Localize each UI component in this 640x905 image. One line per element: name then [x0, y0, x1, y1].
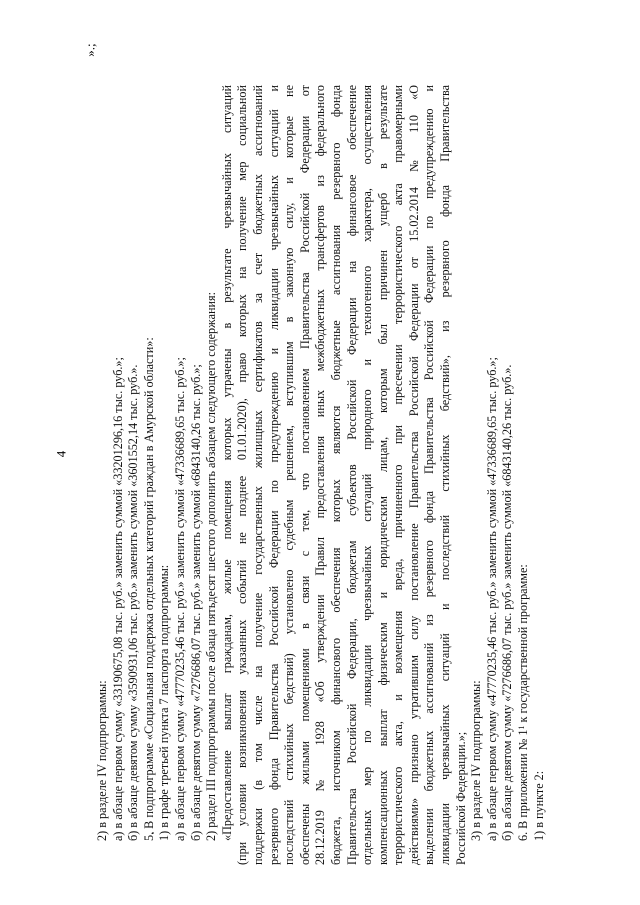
appendix-superscript: 1 — [517, 725, 527, 730]
text-line: отдельных мер по ликвидации чрезвычайных ситуаций природного и техногенного характера, осуществления — [360, 85, 375, 865]
text-line: б) в абзаце девятом сумму «7276686,07 тыс. руб.» заменить суммой «6843140,26 тыс. руб.»; — [188, 364, 203, 841]
text-line: ликвидации чрезвычайных ситуаций и последствий стихийных бедствий», из резервного фонда Правительства — [438, 85, 453, 865]
text-line: (при условии возникновения указанных событий не позднее 01.01.2020), право которых на получение мер социальной — [235, 85, 250, 865]
text-line: б) в абзаце девятом сумму «7276686,07 тыс. руб.» заменить суммой «6843140,26 тыс. руб.». — [500, 364, 515, 841]
text-line: выделении бюджетных ассигнований из резервного фонда Правительства Российской Федерации по предупреждению и — [422, 85, 437, 865]
text-line: а) в абзаце первом сумму «47770235,46 тыс. руб.» заменить суммой «47336689,65 тыс. руб.»; — [172, 357, 187, 841]
appendix-label: 6. В приложении № 1 — [516, 729, 531, 841]
text-line: террористического акта, и возмещения вреда, причиненного при пресечении террористического акта правомерными — [391, 85, 406, 865]
text-line: последствий стихийных бедствий) установлено судебным решением, вступившим в законную силу, и которые не — [282, 85, 297, 865]
text-line: б) в абзаце девятом сумму «3590931,06 тыс. руб.» заменить суммой «3601552,14 тыс. руб.». — [126, 364, 141, 841]
text-line: компенсационных выплат физическим и юридическим лицам, которым был причинен ущерб в результате — [375, 85, 390, 865]
page-number: 4 — [53, 450, 69, 458]
text-line: 1) в графе третьей пункта 7 паспорта подпрограммы: — [157, 564, 172, 841]
text-line: бюджета, источником финансового обеспечения которых являются бюджетные ассигнования резервного фонда — [328, 85, 343, 865]
rotated-text-block — [95, 85, 547, 865]
text-line: а) в абзаце первом сумму «33190675,08 тыс. руб.» заменить суммой «33201296,16 тыс. руб.»; — [110, 357, 125, 841]
text-line: «Предоставление выплат гражданам, жилые помещения которых утрачены в результате чрезвычайных ситуаций — [219, 85, 234, 841]
text-line-appendix — [516, 85, 532, 865]
text-line: а) в абзаце первом сумму «47770235,46 тыс. руб.» заменить суммой «47336689,65 тыс. руб.»; — [484, 357, 499, 841]
text-line: 2) в разделе IV подпрограммы: — [95, 680, 109, 841]
text-line: действиями» признано утратившим силу постановление Правительства Российской Федерации от 15.02.2014 № 110 «О — [406, 85, 421, 865]
text-line: 1) в пункте 2: — [531, 770, 546, 841]
text-line: Правительства Российской Федерации, бюджетам субъектов Российской Федерации на финансовое обеспечение — [344, 85, 359, 865]
text-line: 28.12.2019 № 1928 «Об утверждении Правил предоставления иных межбюджетных трансфертов из федерального — [313, 85, 328, 865]
closing-quote: ».; — [82, 43, 98, 57]
text-line: резервного фонда Правительства Российской Федерации по предупреждению и ликвидации чрезвычайных ситуаций и — [266, 85, 281, 865]
text-line: 2) раздел III подпрограммы после абзаца пятьдесят шестого дополнить абзацем следующего содержания: — [204, 291, 219, 841]
text-line: поддержки (в том числе на получение государственных жилищных сертификатов за счет бюджетных ассигнований — [250, 85, 265, 865]
text-line: обеспечены жилыми помещениями в связи с тем, что постановлением Правительства Российской Федерации от — [297, 85, 312, 865]
text-line: 5. В подпрограмме «Социальная поддержка отдельных категорий граждан в Амурской области»: — [141, 337, 156, 841]
text-line: Российской Федерации.»; — [453, 731, 468, 865]
text-line: 3) в разделе IV подпрограммы: — [469, 680, 484, 841]
appendix-tail: к государственной программе: — [516, 564, 531, 726]
